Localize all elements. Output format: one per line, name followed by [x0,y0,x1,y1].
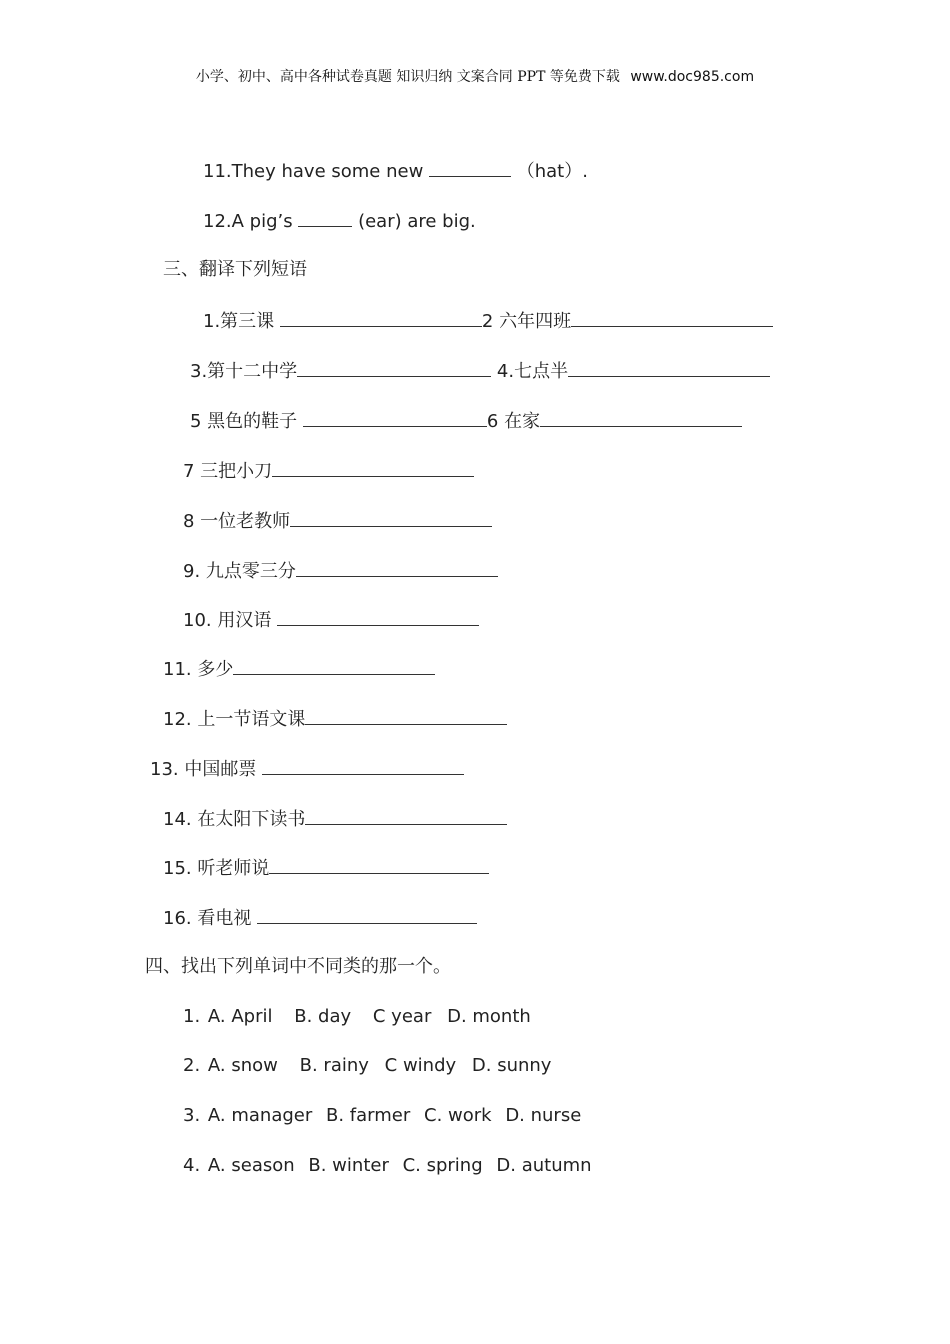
odd-one-out-question-3: 3. A. manager B. farmer C. work D. nurse [183,1105,582,1126]
translate-row-3: 5 黑色的鞋子 6 在家 [190,408,742,434]
answer-blank[interactable] [269,855,489,874]
translate-item-12: 12. 上一节语文课 [163,706,507,732]
answer-blank[interactable] [303,408,487,427]
section3-title: 三、翻译下列短语 [163,259,307,280]
option-b[interactable]: B. winter [308,1155,389,1176]
translate-item-14: 14. 在太阳下读书 [163,806,507,832]
answer-blank[interactable] [277,607,479,626]
page-header [0,66,950,86]
option-a[interactable]: A. April [207,1006,273,1027]
translate-item-8: 8 一位老教师 [183,508,492,534]
translate-item-15: 15. 听老师说 [163,855,489,881]
odd-one-out-question-2: 2. A. snow B. rainy C windy D. sunny [183,1055,552,1076]
option-b[interactable]: B. day [294,1006,352,1027]
translate-item-9: 9. 九点零三分 [183,558,498,584]
answer-blank[interactable] [305,806,507,825]
option-c[interactable]: C year [372,1006,432,1027]
question-12: 12.A pig’s (ear) are big. [203,208,476,234]
answer-blank[interactable] [298,208,352,227]
answer-blank[interactable] [233,656,435,675]
header-url: www.doc985.com [630,69,755,85]
option-a[interactable]: A. manager [207,1105,313,1126]
answer-blank[interactable] [290,508,492,527]
translate-row-1: 1.第三课 2 六年四班 [203,308,773,334]
answer-blank[interactable] [280,308,482,327]
translate-row-2: 3.第十二中学 4.七点半 [190,358,770,384]
option-b[interactable]: B. rainy [299,1055,369,1076]
answer-blank[interactable] [540,408,742,427]
translate-item-16: 16. 看电视 [163,905,477,931]
translate-item-7: 7 三把小刀 [183,458,474,484]
option-d[interactable]: D. sunny [471,1055,552,1076]
answer-blank[interactable] [272,458,474,477]
option-d[interactable]: D. month [447,1006,531,1027]
odd-one-out-question-4: 4. A. season B. winter C. spring D. autumn [183,1155,592,1176]
section4-title: 四、找出下列单词中不同类的那一个。 [145,956,451,977]
translate-item-10: 10. 用汉语 [183,607,479,633]
option-d[interactable]: D. nurse [505,1105,582,1126]
question-11: 11.They have some new （hat）. [203,158,588,184]
option-c[interactable]: C windy [384,1055,457,1076]
option-c[interactable]: C. work [424,1105,492,1126]
answer-blank[interactable] [429,158,511,177]
option-d[interactable]: D. autumn [496,1155,592,1176]
option-a[interactable]: A. snow [207,1055,278,1076]
answer-blank[interactable] [257,905,477,924]
translate-item-11: 11. 多少 [163,656,435,682]
answer-blank[interactable] [305,706,507,725]
option-b[interactable]: B. farmer [326,1105,411,1126]
header-text: 小学、初中、高中各种试卷真题 知识归纳 文案合同 PPT 等免费下载 [195,69,620,85]
answer-blank[interactable] [262,756,464,775]
answer-blank[interactable] [297,358,491,377]
translate-item-13: 13. 中国邮票 [150,756,464,782]
answer-blank[interactable] [568,358,770,377]
answer-blank[interactable] [571,308,773,327]
odd-one-out-question-1: 1. A. April B. day C year D. month [183,1006,531,1027]
option-a[interactable]: A. season [207,1155,295,1176]
option-c[interactable]: C. spring [402,1155,483,1176]
answer-blank[interactable] [296,558,498,577]
